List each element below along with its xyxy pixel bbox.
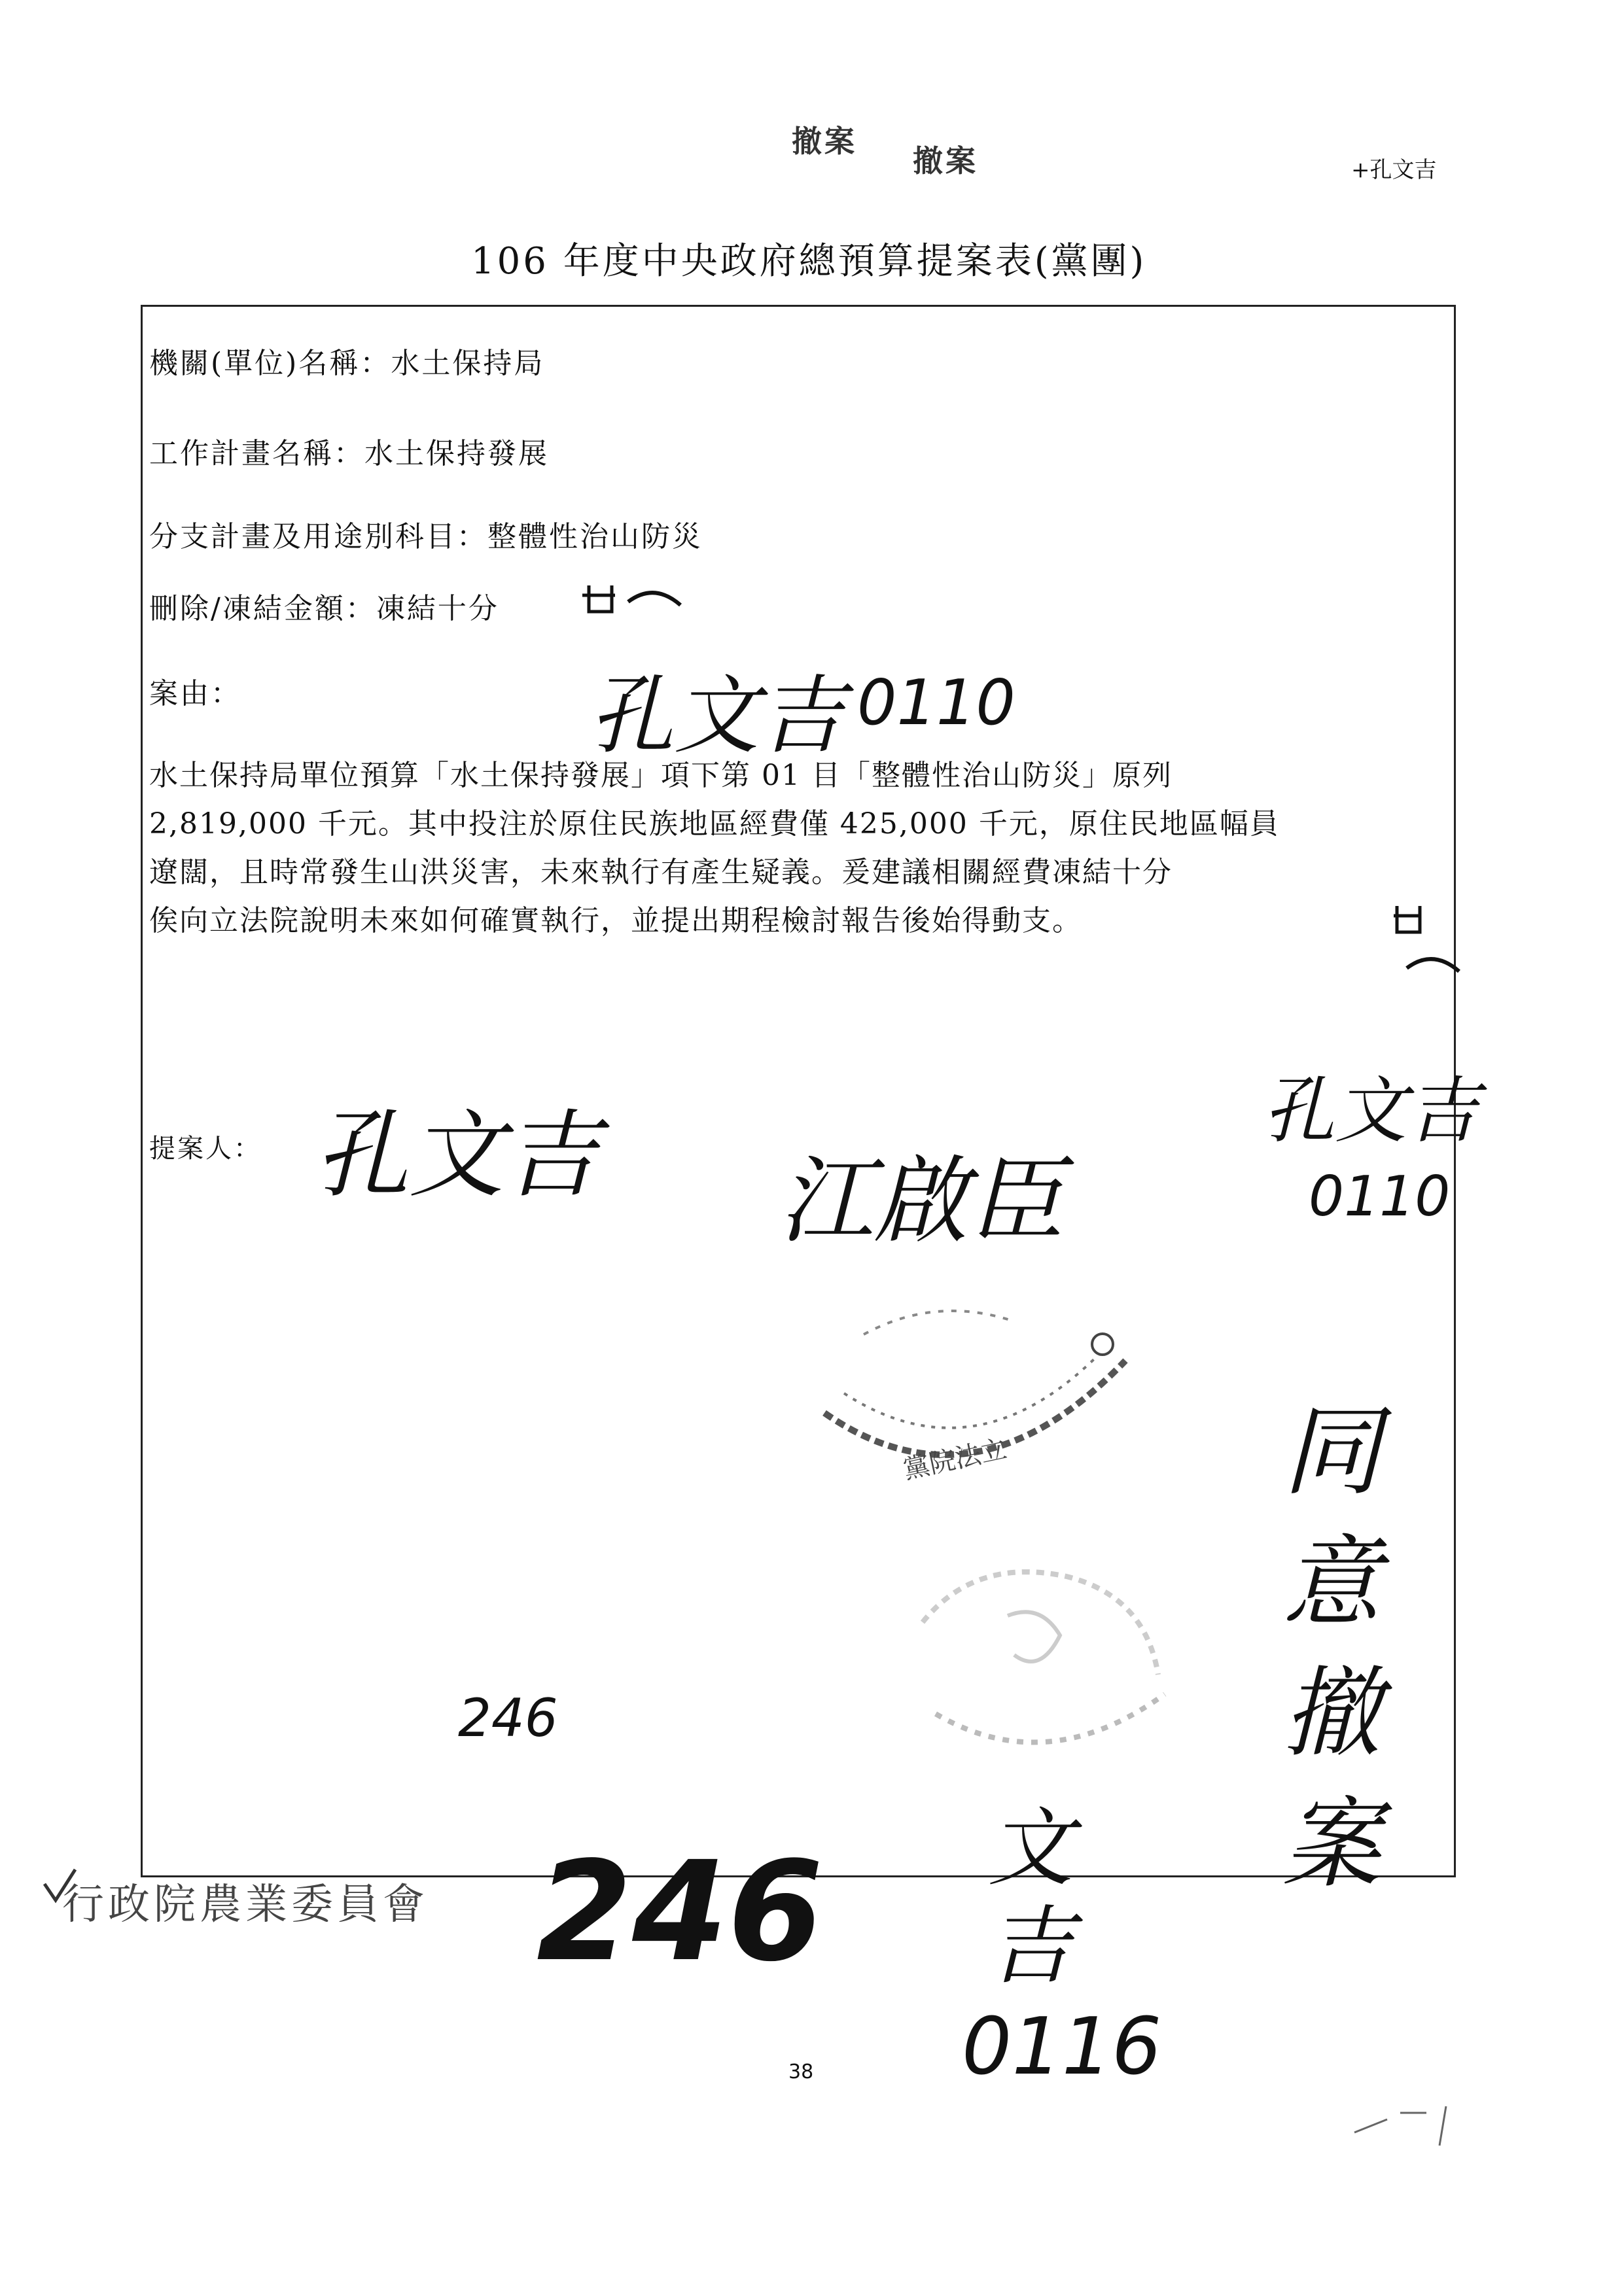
top-right-note: +孔文吉	[1351, 157, 1437, 183]
proposer-label: 提案人：	[149, 1134, 262, 1164]
stray-marks	[1348, 2093, 1479, 2172]
reason-line: 俟向立法院說明未來如何確實執行，並提出期程檢討報告後始得動支。	[149, 904, 1082, 937]
date-bottom: 0116	[962, 2002, 1162, 2093]
agency-stamp: 行政院農業委員會	[62, 1881, 429, 1929]
date-right: 0110	[1309, 1164, 1451, 1229]
reason-line: 2,819,000 千元。其中投注於原住民族地區經費僅 425,000 千元，原住民地區幅員	[149, 807, 1280, 841]
page-number: 38	[788, 2061, 814, 2083]
seal-text: 黨院法立	[900, 1434, 1010, 1486]
reason-line: 水土保持局單位預算「水土保持發展」項下第 01 目「整體性治山防災」原列	[149, 759, 1173, 792]
amount-field: 刪除/凍結金額：凍結十分	[149, 592, 499, 625]
amount-correction-mark	[576, 576, 707, 628]
project-field: 工作計畫名稱：水土保持發展	[149, 437, 549, 470]
party-seal-faded	[896, 1544, 1197, 1792]
reason-correction-mark	[1387, 896, 1466, 988]
reason-body	[149, 752, 1448, 945]
page-title: 106 年度中央政府總預算提案表(黨團)	[471, 240, 1147, 283]
withdraw-stamp: 撤案	[792, 124, 857, 159]
number-small: 246	[458, 1688, 558, 1748]
reason-line: 遼闊，且時常發生山洪災害，未來執行有產生疑義。爰建議相關經費凍結十分	[149, 856, 1173, 889]
signature-bottom: 文吉	[988, 1798, 1074, 1996]
reason-label: 案由：	[149, 677, 241, 710]
sub-project-field: 分支計畫及用途別科目：整體性治山防災	[149, 520, 703, 553]
signature-proposer-2: 江啟臣	[779, 1146, 1063, 1257]
withdraw-approval-note: 同意撤案	[1282, 1395, 1381, 1902]
number-large: 246	[537, 1832, 824, 1992]
signature-reason: 孔文吉	[589, 666, 845, 765]
party-seal	[805, 1282, 1145, 1498]
withdraw-stamp: 撤案	[913, 143, 978, 179]
date-reason: 0110	[857, 667, 1015, 739]
signature-proposer-1: 孔文吉	[314, 1100, 599, 1211]
agency-field: 機關(單位)名稱：水土保持局	[149, 347, 545, 380]
signature-right: 孔文吉	[1263, 1069, 1479, 1153]
